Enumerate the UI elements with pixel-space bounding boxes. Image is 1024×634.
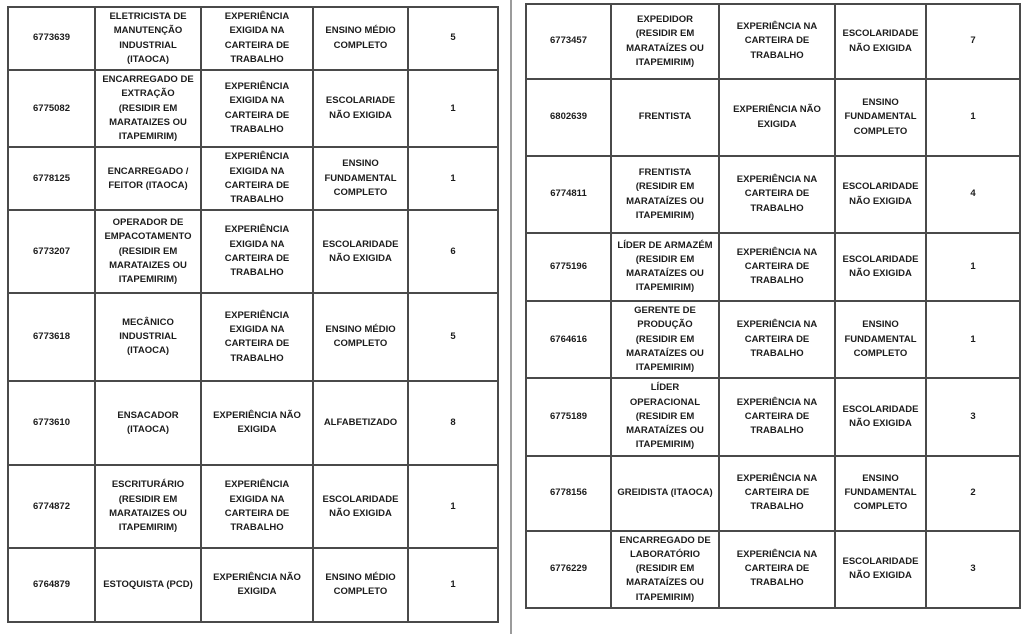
cell-position-title: OPERADOR DE EMPACOTAMENTO (RESIDIR EM MARATAIZES OU ITAPEMIRIM) — [95, 210, 201, 293]
table-row — [8, 7, 498, 70]
cell-vacancy-count: 1 — [408, 70, 498, 147]
cell-experience-requirement: EXPERIÊNCIA EXIGIDA NA CARTEIRA DE TRABALHO — [201, 147, 313, 210]
vacancy-table-left — [7, 6, 497, 623]
table-row — [526, 531, 1020, 608]
vacancy-table-right-body — [526, 4, 1020, 608]
cell-position-title: ENSACADOR (ITAOCA) — [95, 381, 201, 465]
cell-position-title: GREIDISTA (ITAOCA) — [611, 456, 719, 531]
cell-vacancy-id: 6764879 — [8, 548, 95, 622]
table-row — [8, 210, 498, 293]
cell-vacancy-count: 7 — [926, 4, 1020, 79]
table-row — [8, 381, 498, 465]
cell-position-title: ESTOQUISTA (PCD) — [95, 548, 201, 622]
table-row — [526, 4, 1020, 79]
table-row — [8, 548, 498, 622]
cell-vacancy-id: 6775196 — [526, 233, 611, 301]
cell-position-title: ELETRICISTA DE MANUTENÇÃO INDUSTRIAL (ITAOCA) — [95, 7, 201, 70]
cell-vacancy-id: 6775189 — [526, 378, 611, 455]
cell-vacancy-id: 6764616 — [526, 301, 611, 378]
table-row — [526, 233, 1020, 301]
table-row — [8, 147, 498, 210]
cell-experience-requirement: EXPERIÊNCIA NA CARTEIRA DE TRABALHO — [719, 156, 835, 233]
cell-vacancy-id: 6773618 — [8, 293, 95, 381]
cell-experience-requirement: EXPERIÊNCIA NA CARTEIRA DE TRABALHO — [719, 456, 835, 531]
cell-vacancy-count: 1 — [408, 147, 498, 210]
cell-vacancy-id: 6802639 — [526, 79, 611, 156]
cell-experience-requirement: EXPERIÊNCIA NÃO EXIGIDA — [719, 79, 835, 156]
cell-position-title: GERENTE DE PRODUÇÃO (RESIDIR EM MARATAÍZES OU ITAPEMIRIM) — [611, 301, 719, 378]
cell-vacancy-count: 4 — [926, 156, 1020, 233]
cell-education-requirement: ENSINO FUNDAMENTAL COMPLETO — [835, 79, 926, 156]
table-row — [8, 465, 498, 548]
cell-position-title: EXPEDIDOR (RESIDIR EM MARATAÍZES OU ITAPEMIRIM) — [611, 4, 719, 79]
cell-vacancy-count: 3 — [926, 531, 1020, 608]
cell-position-title: LÍDER DE ARMAZÉM (RESIDIR EM MARATAÍZES OU ITAPEMIRIM) — [611, 233, 719, 301]
table-row — [526, 79, 1020, 156]
cell-position-title: ENCARREGADO DE EXTRAÇÃO (RESIDIR EM MARATAIZES OU ITAPEMIRIM) — [95, 70, 201, 147]
vacancy-table — [525, 3, 1021, 609]
cell-vacancy-count: 5 — [408, 7, 498, 70]
cell-education-requirement: ENSINO FUNDAMENTAL COMPLETO — [313, 147, 408, 210]
cell-experience-requirement: EXPERIÊNCIA EXIGIDA NA CARTEIRA DE TRABALHO — [201, 210, 313, 293]
cell-experience-requirement: EXPERIÊNCIA NÃO EXIGIDA — [201, 381, 313, 465]
cell-experience-requirement: EXPERIÊNCIA EXIGIDA NA CARTEIRA DE TRABALHO — [201, 293, 313, 381]
cell-experience-requirement: EXPERIÊNCIA EXIGIDA NA CARTEIRA DE TRABALHO — [201, 70, 313, 147]
cell-vacancy-id: 6774872 — [8, 465, 95, 548]
cell-vacancy-id: 6773610 — [8, 381, 95, 465]
cell-experience-requirement: EXPERIÊNCIA NA CARTEIRA DE TRABALHO — [719, 531, 835, 608]
cell-experience-requirement: EXPERIÊNCIA EXIGIDA NA CARTEIRA DE TRABALHO — [201, 465, 313, 548]
cell-position-title: FRENTISTA — [611, 79, 719, 156]
cell-vacancy-id: 6774811 — [526, 156, 611, 233]
cell-vacancy-count: 1 — [926, 233, 1020, 301]
cell-education-requirement: ESCOLARIADE NÃO EXIGIDA — [313, 70, 408, 147]
cell-vacancy-count: 1 — [408, 548, 498, 622]
cell-vacancy-count: 5 — [408, 293, 498, 381]
cell-education-requirement: ENSINO MÉDIO COMPLETO — [313, 7, 408, 70]
cell-education-requirement: ENSINO FUNDAMENTAL COMPLETO — [835, 301, 926, 378]
cell-experience-requirement: EXPERIÊNCIA EXIGIDA NA CARTEIRA DE TRABALHO — [201, 7, 313, 70]
cell-vacancy-id: 6776229 — [526, 531, 611, 608]
cell-position-title: MECÂNICO INDUSTRIAL (ITAOCA) — [95, 293, 201, 381]
vacancy-table-left-body — [8, 7, 498, 622]
cell-vacancy-id: 6778156 — [526, 456, 611, 531]
cell-position-title: ESCRITURÁRIO (RESIDIR EM MARATAIZES OU ITAPEMIRIM) — [95, 465, 201, 548]
table-row — [526, 378, 1020, 455]
cell-education-requirement: ENSINO MÉDIO COMPLETO — [313, 293, 408, 381]
cell-vacancy-id: 6773639 — [8, 7, 95, 70]
table-row — [8, 70, 498, 147]
vacancy-table — [7, 6, 499, 623]
page-divider — [510, 0, 512, 634]
cell-vacancy-count: 6 — [408, 210, 498, 293]
cell-education-requirement: ESCOLARIDADE NÃO EXIGIDA — [835, 156, 926, 233]
cell-education-requirement: ENSINO MÉDIO COMPLETO — [313, 548, 408, 622]
cell-vacancy-count: 1 — [926, 79, 1020, 156]
cell-vacancy-count: 2 — [926, 456, 1020, 531]
table-row — [8, 293, 498, 381]
table-row — [526, 301, 1020, 378]
cell-education-requirement: ESCOLARIDADE NÃO EXIGIDA — [835, 233, 926, 301]
cell-education-requirement: ESCOLARIDADE NÃO EXIGIDA — [835, 531, 926, 608]
cell-position-title: LÍDER OPERACIONAL (RESIDIR EM MARATAÍZES OU ITAPEMIRIM) — [611, 378, 719, 455]
cell-education-requirement: ENSINO FUNDAMENTAL COMPLETO — [835, 456, 926, 531]
cell-position-title: FRENTISTA (RESIDIR EM MARATAÍZES OU ITAPEMIRIM) — [611, 156, 719, 233]
cell-education-requirement: ALFABETIZADO — [313, 381, 408, 465]
vacancy-table-right — [525, 3, 1019, 609]
cell-experience-requirement: EXPERIÊNCIA NA CARTEIRA DE TRABALHO — [719, 233, 835, 301]
cell-experience-requirement: EXPERIÊNCIA NA CARTEIRA DE TRABALHO — [719, 4, 835, 79]
cell-position-title: ENCARREGADO DE LABORATÓRIO (RESIDIR EM MARATAÍZES OU ITAPEMIRIM) — [611, 531, 719, 608]
cell-experience-requirement: EXPERIÊNCIA NÃO EXIGIDA — [201, 548, 313, 622]
cell-education-requirement: ESCOLARIDADE NÃO EXIGIDA — [313, 465, 408, 548]
cell-vacancy-id: 6775082 — [8, 70, 95, 147]
cell-vacancy-id: 6778125 — [8, 147, 95, 210]
cell-experience-requirement: EXPERIÊNCIA NA CARTEIRA DE TRABALHO — [719, 378, 835, 455]
cell-vacancy-id: 6773457 — [526, 4, 611, 79]
table-row — [526, 456, 1020, 531]
cell-position-title: ENCARREGADO / FEITOR (ITAOCA) — [95, 147, 201, 210]
cell-education-requirement: ESCOLARIDADE NÃO EXIGIDA — [835, 4, 926, 79]
cell-vacancy-id: 6773207 — [8, 210, 95, 293]
cell-education-requirement: ESCOLARIDADE NÃO EXIGIDA — [313, 210, 408, 293]
cell-vacancy-count: 1 — [926, 301, 1020, 378]
table-row — [526, 156, 1020, 233]
cell-vacancy-count: 8 — [408, 381, 498, 465]
cell-vacancy-count: 1 — [408, 465, 498, 548]
cell-experience-requirement: EXPERIÊNCIA NA CARTEIRA DE TRABALHO — [719, 301, 835, 378]
cell-education-requirement: ESCOLARIDADE NÃO EXIGIDA — [835, 378, 926, 455]
cell-vacancy-count: 3 — [926, 378, 1020, 455]
